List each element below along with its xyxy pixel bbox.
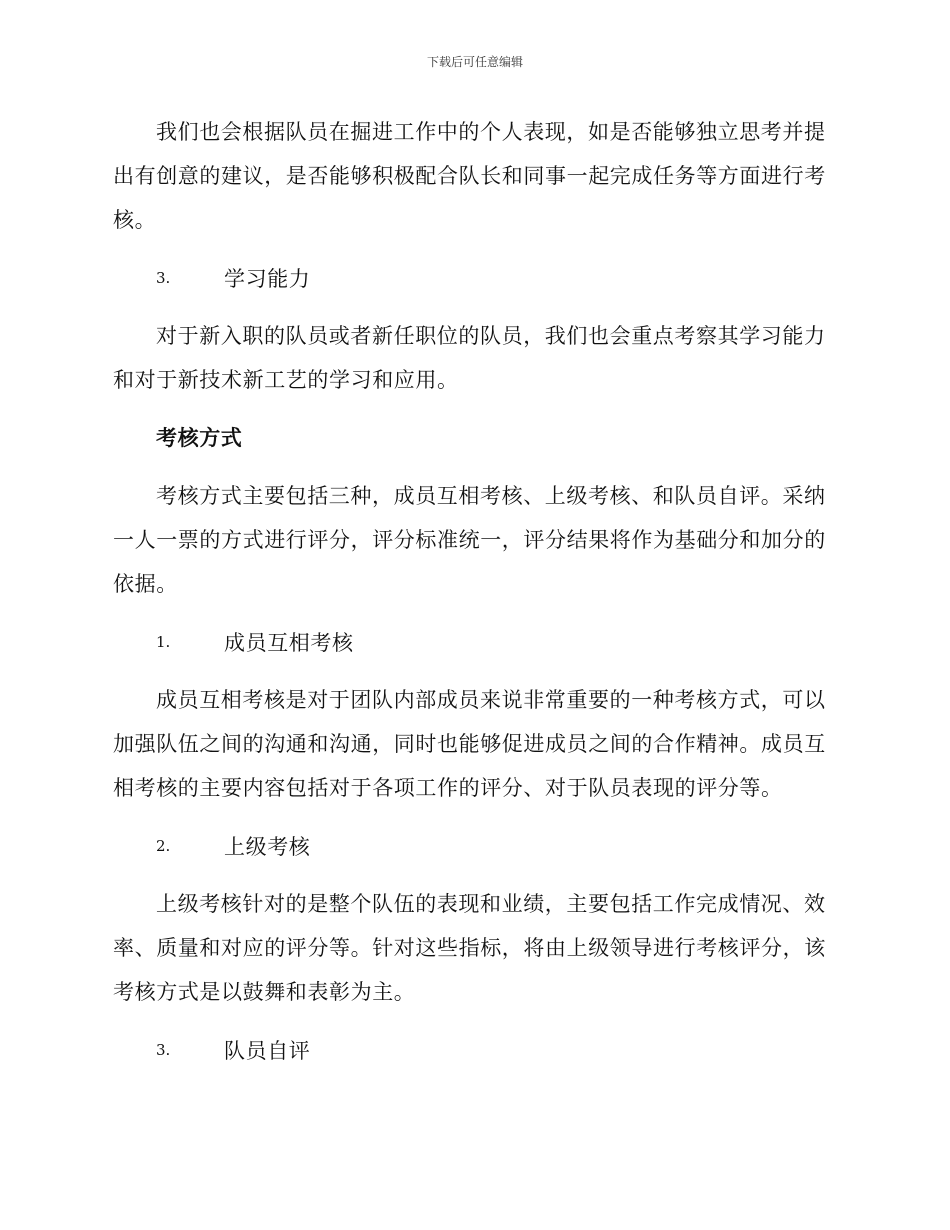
- list-label: 成员互相考核: [224, 631, 354, 655]
- paragraph-assessment-method: 考核方式主要包括三种，成员互相考核、上级考核、和队员自评。采纳一人一票的方式进行评分，评分标准统一，评分结果将作为基础分和加分的依据。: [113, 484, 826, 596]
- list-label: 学习能力: [224, 267, 311, 291]
- document-body: [113, 110, 833, 1086]
- paragraph-learning: 对于新入职的队员或者新任职位的队员，我们也会重点考察其学习能力和对于新技术新工艺的学习和应用。: [113, 324, 826, 392]
- paragraph-peer-review: 成员互相考核是对于团队内部成员来说非常重要的一种考核方式，可以加强队伍之间的沟通和沟通，同时也能够促进成员之间的合作精神。成员互相考核的主要内容包括对于各项工作的评分、对于队员表现的评分等。: [113, 688, 826, 800]
- list-item-self-review: [113, 1028, 833, 1072]
- list-item-peer-review: [113, 620, 833, 664]
- section-heading-assessment-method: 考核方式: [156, 425, 243, 450]
- list-number: 3.: [156, 269, 171, 287]
- list-label: 上级考核: [224, 835, 311, 859]
- paragraph-superior-review: 上级考核针对的是整个队伍的表现和业绩，主要包括工作完成情况、效率、质量和对应的评分等。针对这些指标，将由上级领导进行考核评分，该考核方式是以鼓舞和表彰为主。: [113, 892, 826, 1004]
- page-header: 下载后可任意编辑: [426, 55, 523, 69]
- list-item-learning-ability: [113, 256, 833, 300]
- list-number: 3.: [156, 1041, 171, 1059]
- list-number: 2.: [156, 837, 171, 855]
- paragraph-performance: 我们也会根据队员在掘进工作中的个人表现，如是否能够独立思考并提出有创意的建议，是否能够积极配合队长和同事一起完成任务等方面进行考核。: [113, 120, 826, 232]
- list-number: 1.: [156, 633, 171, 651]
- list-label: 队员自评: [224, 1039, 311, 1063]
- list-item-superior-review: [113, 824, 833, 868]
